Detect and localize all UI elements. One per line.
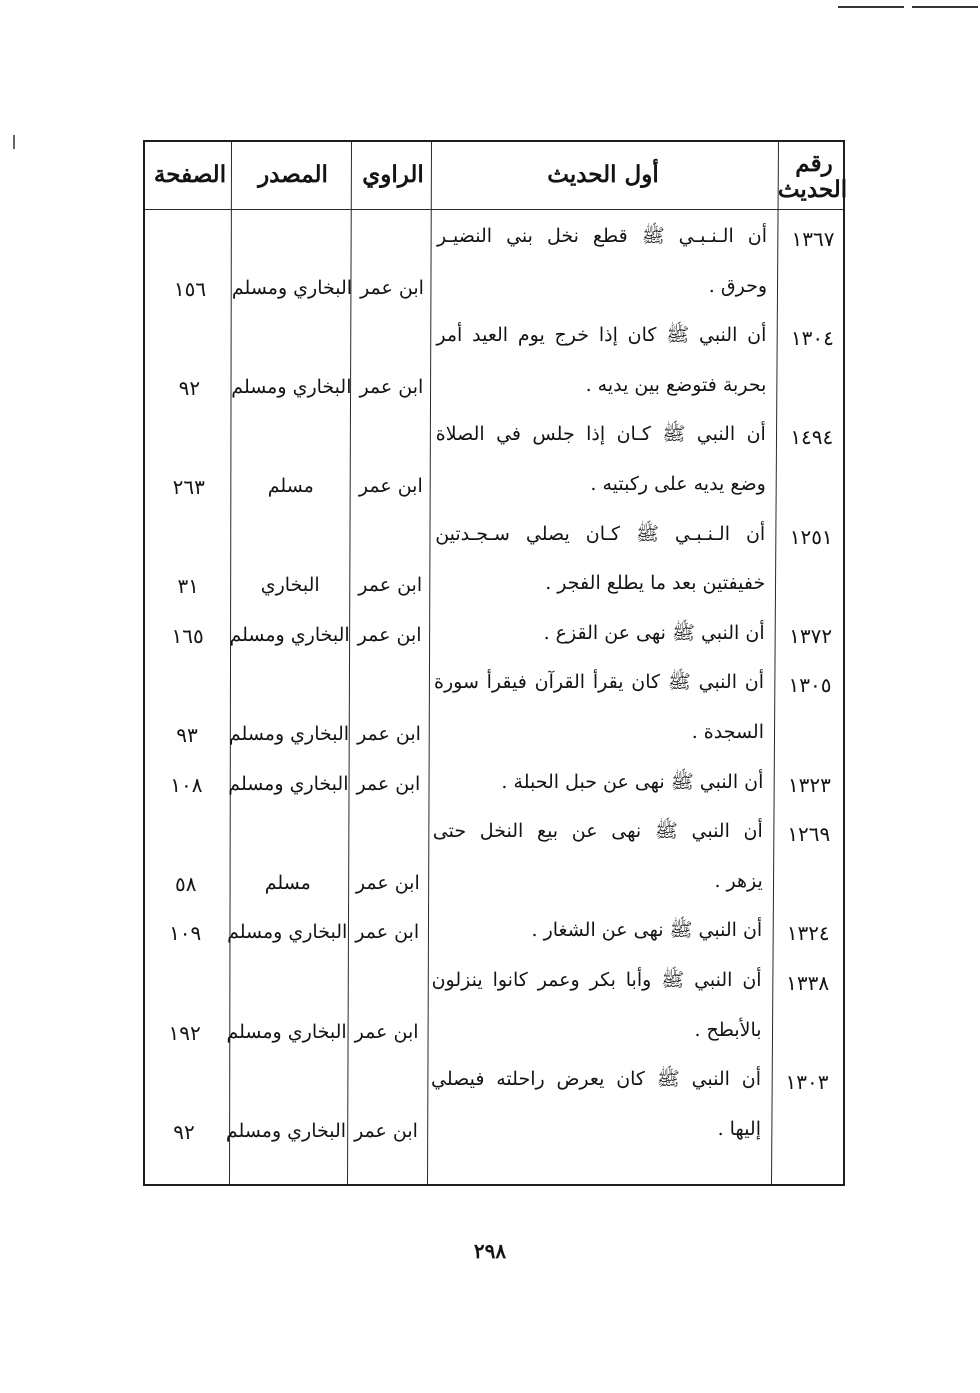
page-cell: ١٠٨ xyxy=(170,772,203,797)
narrator-cell: ابن عمر xyxy=(356,772,421,795)
source-cell: البخاري xyxy=(260,574,320,597)
hadith-text-line: وحرق . xyxy=(708,274,767,297)
page-cell: ٥٨ xyxy=(175,871,197,896)
margin-mark xyxy=(13,135,15,149)
divider-hadith-number xyxy=(771,142,779,1184)
source-cell: البخاري ومسلم xyxy=(228,723,350,745)
source-cell: البخاري ومسلم xyxy=(231,276,353,299)
row-number: ١٣٠٣ xyxy=(785,1070,829,1095)
narrator-cell: ابن عمر xyxy=(355,921,420,944)
hadith-text-line: بحربة فتوضع بين يديه . xyxy=(585,373,767,396)
narrator-cell: ابن عمر xyxy=(354,1020,419,1043)
row-number: ١٣٧٢ xyxy=(789,623,833,648)
page-cell: ١٥٦ xyxy=(173,276,207,301)
page-cell: ٩٣ xyxy=(176,723,198,747)
narrator-cell: ابن عمر xyxy=(357,623,422,646)
row-number: ١٣٢٣ xyxy=(787,772,831,797)
header-page: الصفحة xyxy=(153,161,227,188)
header-number-line1: رقم xyxy=(795,150,833,177)
source-cell: مسلم xyxy=(264,871,311,894)
hadith-text-line: أن النبي ﷺ وأبا بكر وعمر كانوا ينزلون xyxy=(431,969,762,991)
hadith-text-line: أن النبي ﷺ كـان إذا جلس في الصلاة xyxy=(435,423,766,446)
hadith-text-line: أن النبي ﷺ نهى عن بيع النخل حتى xyxy=(432,820,763,843)
narrator-cell: ابن عمر xyxy=(355,871,420,894)
top-rule-left xyxy=(838,6,904,8)
row-number: ١٣٠٥ xyxy=(788,673,832,698)
hadith-text-line: إليها . xyxy=(717,1117,761,1140)
source-cell: البخاري ومسلم xyxy=(231,375,352,398)
row-number: ١٣٣٨ xyxy=(786,971,830,995)
hadith-text-line: خفيفتين بعد ما يطلع الفجر . xyxy=(545,572,766,595)
header-hadith: أول الحديث xyxy=(547,161,659,188)
source-cell: البخاري ومسلم xyxy=(229,623,350,646)
page-cell: ٣١ xyxy=(177,574,199,599)
header-divider xyxy=(145,209,843,210)
source-cell: البخاري ومسلم xyxy=(225,1119,347,1142)
hadith-table xyxy=(143,140,848,1186)
row-number: ١٣٦٧ xyxy=(791,227,835,251)
top-rule-right xyxy=(912,6,978,8)
source-cell: البخاري ومسلم xyxy=(226,1020,347,1043)
row-number: ١٤٩٤ xyxy=(790,425,834,450)
header-narrator: الراوي xyxy=(362,161,424,188)
page-cell: ١٦٥ xyxy=(171,623,204,648)
row-number: ١٢٦٩ xyxy=(787,822,831,847)
narrator-cell: ابن عمر xyxy=(359,375,424,398)
hadith-text-line: وضع يديه على ركبتيه . xyxy=(590,473,766,495)
source-cell: مسلم xyxy=(267,475,314,497)
page-number: ٢٩٨ xyxy=(473,1239,507,1263)
narrator-cell: ابن عمر xyxy=(357,723,421,745)
hadith-text-line: أن الـنـبـي ﷺ كـان يصلي سـجـدتين xyxy=(435,522,766,545)
header-source: المصدر xyxy=(258,161,328,188)
page-cell: ١٠٩ xyxy=(169,921,202,946)
row-number: ١٢٥١ xyxy=(789,524,833,549)
hadith-text-line: أن النبي ﷺ كان إذا خرج يوم العيد أمر xyxy=(436,324,767,347)
page-cell: ٢٦٣ xyxy=(172,475,205,499)
row-number: ١٣٠٤ xyxy=(790,326,834,351)
source-cell: البخاري ومسلم xyxy=(227,921,348,944)
hadith-text-line: أن النبي ﷺ نهى عن القزع . xyxy=(543,621,765,644)
header-number-line2: الحديث xyxy=(777,176,848,203)
hadith-text-line: أن الـنـبـي ﷺ قطع نخل بني النضيـر xyxy=(437,225,767,247)
hadith-text-line: أن النبي ﷺ نهى عن حبل الحبلة . xyxy=(501,770,764,793)
hadith-text-line: بالأبطح . xyxy=(694,1018,762,1041)
page-cell: ١٩٢ xyxy=(168,1020,201,1045)
hadith-text-line: أن النبي ﷺ نهى عن الشغار . xyxy=(531,919,763,942)
narrator-cell: ابن عمر xyxy=(358,574,423,597)
source-cell: البخاري ومسلم xyxy=(228,772,349,795)
narrator-cell: ابن عمر xyxy=(360,276,424,299)
narrator-cell: ابن عمر xyxy=(358,475,423,497)
hadith-text-line: يزهر . xyxy=(714,869,763,892)
narrator-cell: ابن عمر xyxy=(354,1119,418,1142)
hadith-text-line: السجدة . xyxy=(691,721,764,743)
page-cell: ٩٢ xyxy=(173,1119,195,1144)
hadith-text-line: أن النبي ﷺ كان يعرض راحلته فيصلي xyxy=(431,1068,761,1091)
hadith-text-line: أن النبي ﷺ كان يقرأ القرآن فيقرأ سورة xyxy=(434,671,764,694)
page-cell: ٩٢ xyxy=(178,375,201,400)
row-number: ١٣٢٤ xyxy=(786,921,830,946)
